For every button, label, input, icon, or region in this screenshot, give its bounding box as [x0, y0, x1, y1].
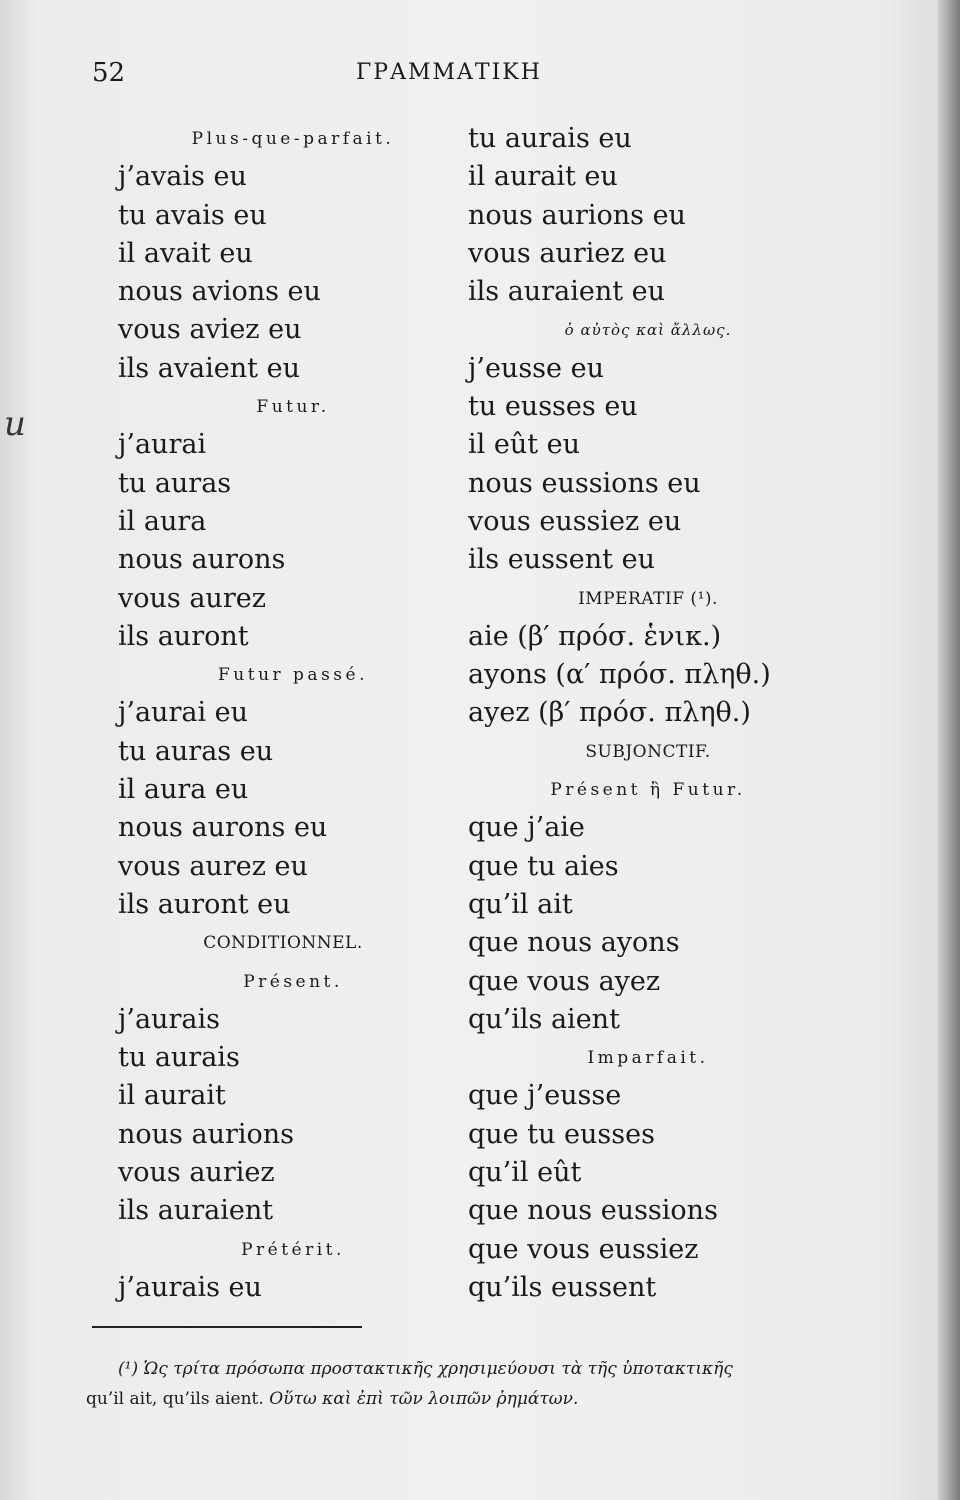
- right-form-line: tu eusses eu: [468, 391, 638, 423]
- margin-handwritten-mark: u: [4, 404, 26, 444]
- left-form-line: nous aurions: [118, 1118, 295, 1150]
- right-section-heading: IMPERATIF (¹).: [578, 588, 718, 609]
- left-form-line: j’aurai eu: [118, 697, 249, 729]
- right-form-line: vous eussiez eu: [468, 505, 682, 537]
- footnote-greek-remark: Οὕτω καὶ ἐπὶ τῶν λοιπῶν ῥημάτων.: [269, 1389, 579, 1409]
- left-section-heading: Plus-que-parfait.: [191, 129, 395, 149]
- left-form-line: il aurait: [118, 1080, 226, 1112]
- right-section-heading: SUBJONCTIF.: [585, 741, 711, 762]
- left-form-line: nous aurons: [118, 544, 286, 576]
- left-form-line: j’avais eu: [118, 161, 247, 193]
- left-form-line: nous avions eu: [118, 276, 321, 308]
- left-form-line: nous aurons eu: [118, 812, 328, 844]
- right-column: [468, 120, 828, 1307]
- left-form-line: tu avais eu: [118, 199, 267, 231]
- right-form-line: ils auraient eu: [468, 276, 666, 308]
- footnote-rule: [92, 1326, 362, 1328]
- left-form-line: vous auriez: [118, 1157, 275, 1189]
- left-form-line: ils auraient: [118, 1195, 274, 1227]
- right-form-line: que tu eusses: [468, 1118, 655, 1150]
- right-greek-note: ὁ αὐτὸς καὶ ἄλλως.: [564, 321, 732, 340]
- footnote-french-forms: qu’il ait, qu’ils aient.: [86, 1389, 264, 1409]
- left-section-heading: CONDITIONNEL.: [203, 933, 363, 954]
- left-form-line: il avait eu: [118, 237, 253, 269]
- right-form-line: vous auriez eu: [468, 237, 667, 269]
- right-form-line: que vous eussiez: [468, 1233, 699, 1265]
- left-form-line: tu aurais: [118, 1042, 240, 1074]
- left-form-line: vous aurez: [118, 582, 266, 614]
- left-form-line: j’aurais eu: [118, 1271, 262, 1303]
- left-form-line: ils avaient eu: [118, 352, 300, 384]
- running-title: ΓΡΑΜΜΑΤΙΚΗ: [356, 60, 542, 85]
- right-form-line: que j’aie: [468, 812, 585, 844]
- book-spine-edge: [938, 0, 960, 1500]
- left-section-heading: Futur.: [256, 397, 330, 418]
- left-form-line: il aura: [118, 505, 207, 537]
- right-form-line: que vous ayez: [468, 965, 661, 997]
- right-form-line: que nous eussions: [468, 1195, 718, 1227]
- right-form-line: que tu aies: [468, 850, 619, 882]
- right-form-line: tu aurais eu: [468, 123, 632, 154]
- left-form-line: ils auront eu: [118, 888, 291, 920]
- left-form-line: il aura eu: [118, 774, 249, 806]
- right-section-heading: Imparfait.: [587, 1048, 709, 1069]
- left-form-line: tu auras eu: [118, 735, 274, 767]
- right-form-line: qu’ils aient: [468, 1003, 620, 1035]
- left-form-line: tu auras: [118, 467, 232, 499]
- left-section-heading: Prétérit.: [241, 1239, 345, 1260]
- left-column: [118, 120, 448, 1307]
- page-number: 52: [92, 58, 126, 88]
- right-form-line: il eût eu: [468, 429, 581, 461]
- left-form-line: j’aurai: [118, 429, 207, 461]
- left-form-line: vous aviez eu: [118, 314, 302, 346]
- right-form-line: que nous ayons: [468, 927, 680, 959]
- footnote-line-2: [86, 1384, 806, 1414]
- left-form-line: j’aurais: [118, 1003, 220, 1035]
- right-form-line: nous eussions eu: [468, 467, 701, 499]
- right-form-line: nous aurions eu: [468, 199, 686, 231]
- right-form-line: ayez (β′ πρόσ. πληθ.): [468, 697, 751, 729]
- right-form-line: ils eussent eu: [468, 544, 655, 576]
- left-section-heading: Futur passé.: [218, 665, 368, 686]
- right-form-line: j’eusse eu: [468, 352, 604, 384]
- left-section-heading: Présent.: [243, 971, 343, 992]
- right-section-heading: Présent ἢ Futur.: [550, 780, 746, 801]
- right-form-line: qu’ils eussent: [468, 1271, 657, 1303]
- right-form-line: ayons (α′ πρόσ. πληθ.): [468, 659, 771, 691]
- footnote-line-1: (¹) Ὡς τρίτα πρόσωπα προστακτικῆς χρησιμεύουσι τὰ τῆς ὑποτακτικῆς: [118, 1359, 733, 1379]
- right-form-line: qu’il eût: [468, 1157, 582, 1189]
- right-form-line: que j’eusse: [468, 1080, 622, 1112]
- left-form-line: vous aurez eu: [118, 850, 308, 882]
- right-form-line: il aurait eu: [468, 161, 618, 193]
- right-form-line: qu’il ait: [468, 888, 573, 920]
- footnote: [86, 1354, 806, 1414]
- left-form-line: ils auront: [118, 620, 249, 652]
- right-form-line: aie (β′ πρόσ. ἑνικ.): [468, 620, 722, 652]
